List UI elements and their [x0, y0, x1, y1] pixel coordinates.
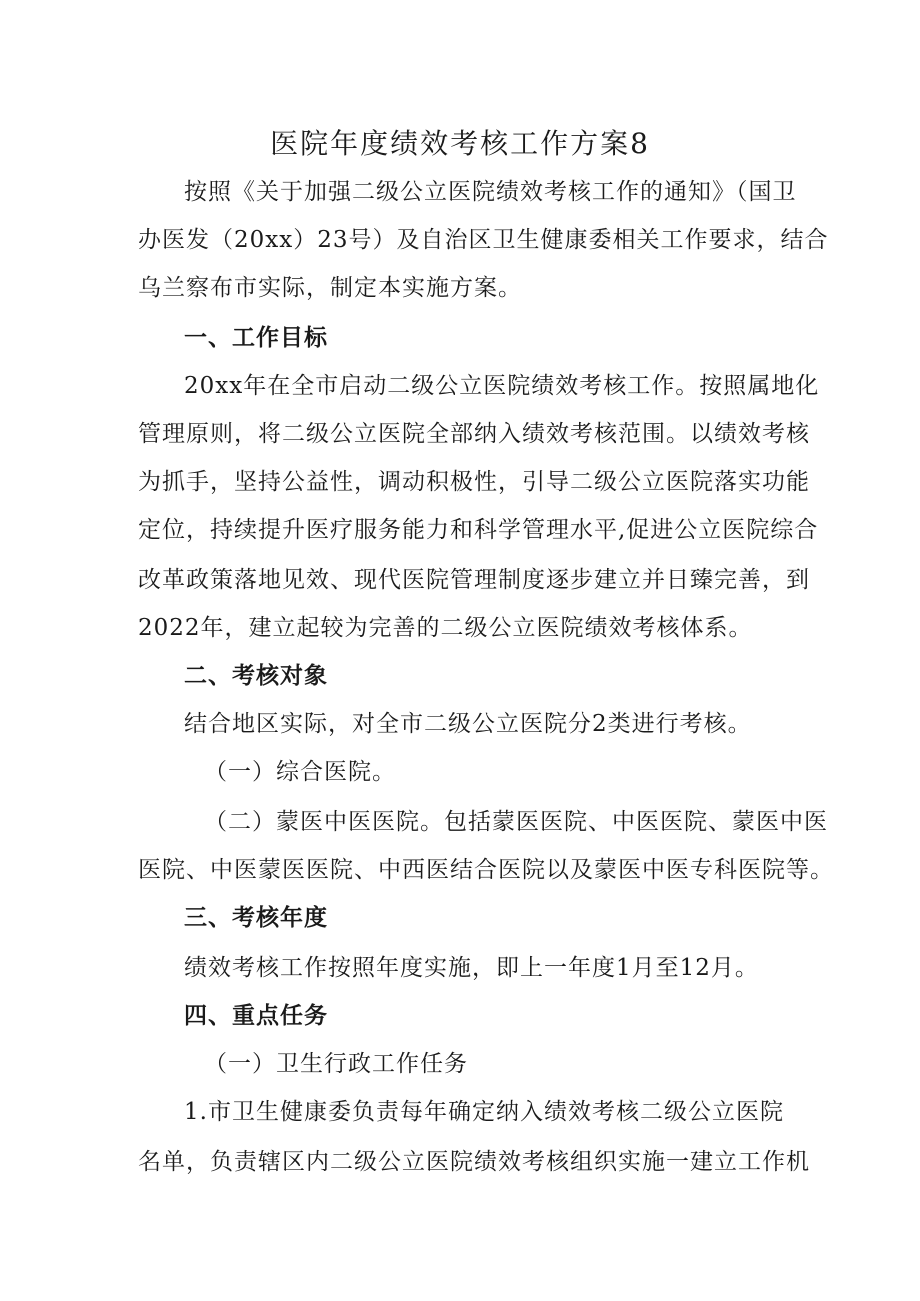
section2-item1: （一）综合医院。 — [204, 759, 396, 785]
section3-text: 绩效考核工作按照年度实施，即上一年度1月至12月。 — [184, 955, 759, 981]
section4-line-2: 名单，负责辖区内二级公立医院绩效考核组织实施一建立工作机 — [138, 1149, 810, 1175]
intro-line-2: 办医发（20xx）23号）及自治区卫生健康委相关工作要求，结合 — [138, 227, 829, 253]
section3-heading: 三、考核年度 — [184, 904, 328, 931]
section4-sub1: （一）卫生行政工作任务 — [204, 1051, 468, 1077]
section1-line-4: 定位，持续提升医疗服务能力和科学管理水平,促进公立医院综合 — [138, 517, 819, 543]
section1-line-6: 2022年，建立起较为完善的二级公立医院绩效考核体系。 — [138, 615, 753, 641]
section2-item2-line-1: （二）蒙医中医医院。包括蒙医医院、中医医院、蒙医中医 — [204, 809, 828, 835]
section1-line-3: 为抓手，坚持公益性，调动积极性，引导二级公立医院落实功能 — [138, 469, 810, 495]
section2-heading: 二、考核对象 — [184, 662, 328, 689]
section4-heading: 四、重点任务 — [184, 1002, 328, 1029]
section4-line-1: 1.市卫生健康委负责每年确定纳入绩效考核二级公立医院 — [184, 1099, 784, 1125]
section1-line-5: 改革政策落地见效、现代医院管理制度逐步建立并日臻完善，到 — [138, 567, 810, 593]
document-title: 医院年度绩效考核工作方案8 — [270, 127, 650, 160]
section1-heading: 一、工作目标 — [184, 324, 328, 351]
intro-line-1: 按照《关于加强二级公立医院绩效考核工作的通知》（国卫 — [184, 179, 797, 205]
intro-line-3: 乌兰察布市实际，制定本实施方案。 — [138, 275, 522, 301]
section2-intro: 结合地区实际，对全市二级公立医院分2类进行考核。 — [184, 711, 752, 737]
section1-line-1: 20xx年在全市启动二级公立医院绩效考核工作。按照属地化 — [184, 373, 820, 399]
section2-item2-line-2: 医院、中医蒙医医院、中西医结合医院以及蒙医中医专科医院等。 — [138, 857, 834, 883]
section1-line-2: 管理原则，将二级公立医院全部纳入绩效考核范围。以绩效考核 — [138, 421, 810, 447]
